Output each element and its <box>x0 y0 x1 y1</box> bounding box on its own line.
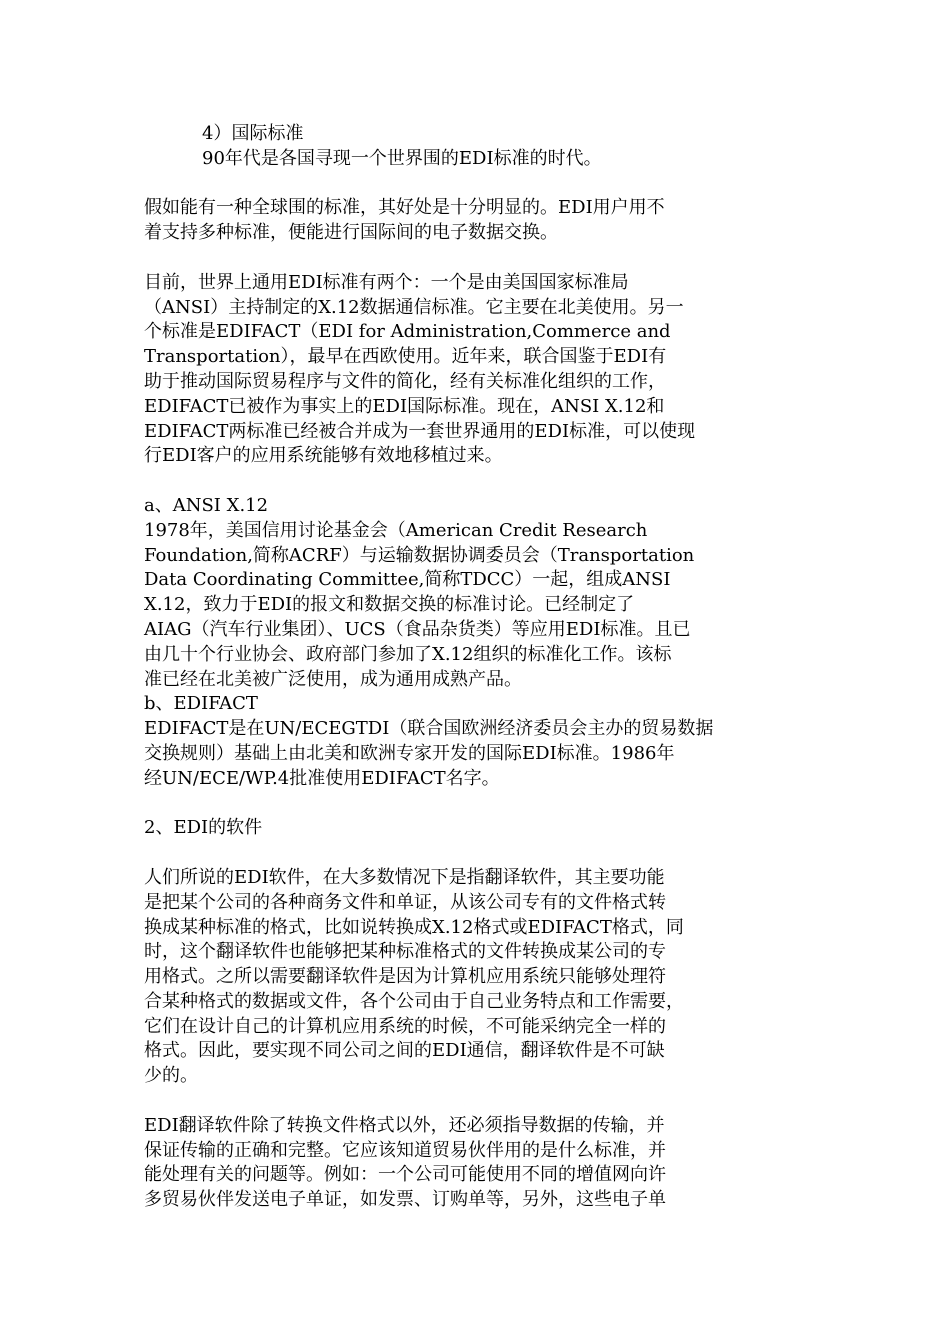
spacer <box>144 841 814 866</box>
paragraph-edifact: EDIFACT是在UN/ECEGTDI（联合国欧洲经济委员会主办的贸易数据 交换规则）基础上由北美和欧洲专家开发的国际EDI标准。1986年 经UN/ECE/WP.4批准使用EDIFACT名字。 <box>144 718 714 789</box>
paragraph-translation-software: EDI翻译软件除了转换文件格式以外，还必须指导数据的传输，并 保证传输的正确和完整。它应该知道贸易伙伴用的是什么标准，并 能处理有关的问题等。例如：一个公司可能使用不同的增值网向许 多贸易伙伴发送电子单证，如发票、订购单等，另外，这些电子单 <box>144 1114 666 1211</box>
intro-paragraph: 90年代是各国寻现一个世界围的EDI标准的时代。 <box>202 147 602 169</box>
subheading-edifact: b、EDIFACT <box>144 693 258 715</box>
spacer <box>144 1089 814 1114</box>
spacer <box>144 469 814 494</box>
section-heading-edi-software: 2、EDI的软件 <box>144 817 263 839</box>
paragraph-global-standard: 假如能有一种全球围的标准，其好处是十分明显的。EDI用户用不 着支持多种标准，便能进行国际间的电子数据交换。 <box>144 197 665 244</box>
document-body <box>144 122 814 1213</box>
spacer <box>144 792 814 817</box>
paragraph-current-standards: 目前，世界上通用EDI标准有两个：一个是由美国国家标准局 （ANSI）主持制定的X.12数据通信标准。它主要在北美使用。另一 个标准是EDIFACT（EDI for Administration,Commerce and Transportation），最早在西欧使用。近年来，联合国鉴于EDI有 助于推动国际贸易程序与文件的简化，经有关标准化组织的工作， EDIFACT已被作为事实上的EDI国际标准。现在，ANSI X.12和 EDIFACT两标准已经被合并成为一套世界通用的EDI标准，可以使现 行EDI客户的应用系统能够有效地移植过来。 <box>144 271 696 467</box>
paragraph-edi-software: 人们所说的EDI软件，在大多数情况下是指翻译软件，其主要功能 是把某个公司的各种商务文件和单证，从该公司专有的文件格式转 换成某种标准的格式，比如说转换成X.12格式或EDIFACT格式，同 时，这个翻译软件也能够把某种标准格式的文件转换成某公司的专 用格式。之所以需要翻译软件是因为计算机应用系统只能够处理符 合某种格式的数据或文件，各个公司由于自己业务特点和工作需要， 它们在设计自己的计算机应用系统的时候，不可能采纳完全一样的 格式。因此，要实现不同公司之间的EDI通信，翻译软件是不可缺 少的。 <box>144 866 684 1087</box>
section-heading-international-standards: 4）国际标准 <box>202 123 304 144</box>
subheading-ansi-x12: a、ANSI X.12 <box>144 494 269 516</box>
spacer <box>144 172 814 197</box>
paragraph-ansi-x12: 1978年，美国信用讨论基金会（American Credit Research Foundation,简称ACRF）与运输数据协调委员会（Transportation Data Coordinating Committee,简称TDCC）一起，组成ANSI X.12，致力于EDI的报文和数据交换的标准讨论。已经制定了 AIAG（汽车行业集团）、UCS（食品杂货类）等应用EDI标准。且已 由几十个行业协会、政府部门参加了X.12组织的标准化工作。该标 准已经在北美被广泛使用，成为通用成熟产品。 <box>144 519 695 690</box>
spacer <box>144 246 814 271</box>
